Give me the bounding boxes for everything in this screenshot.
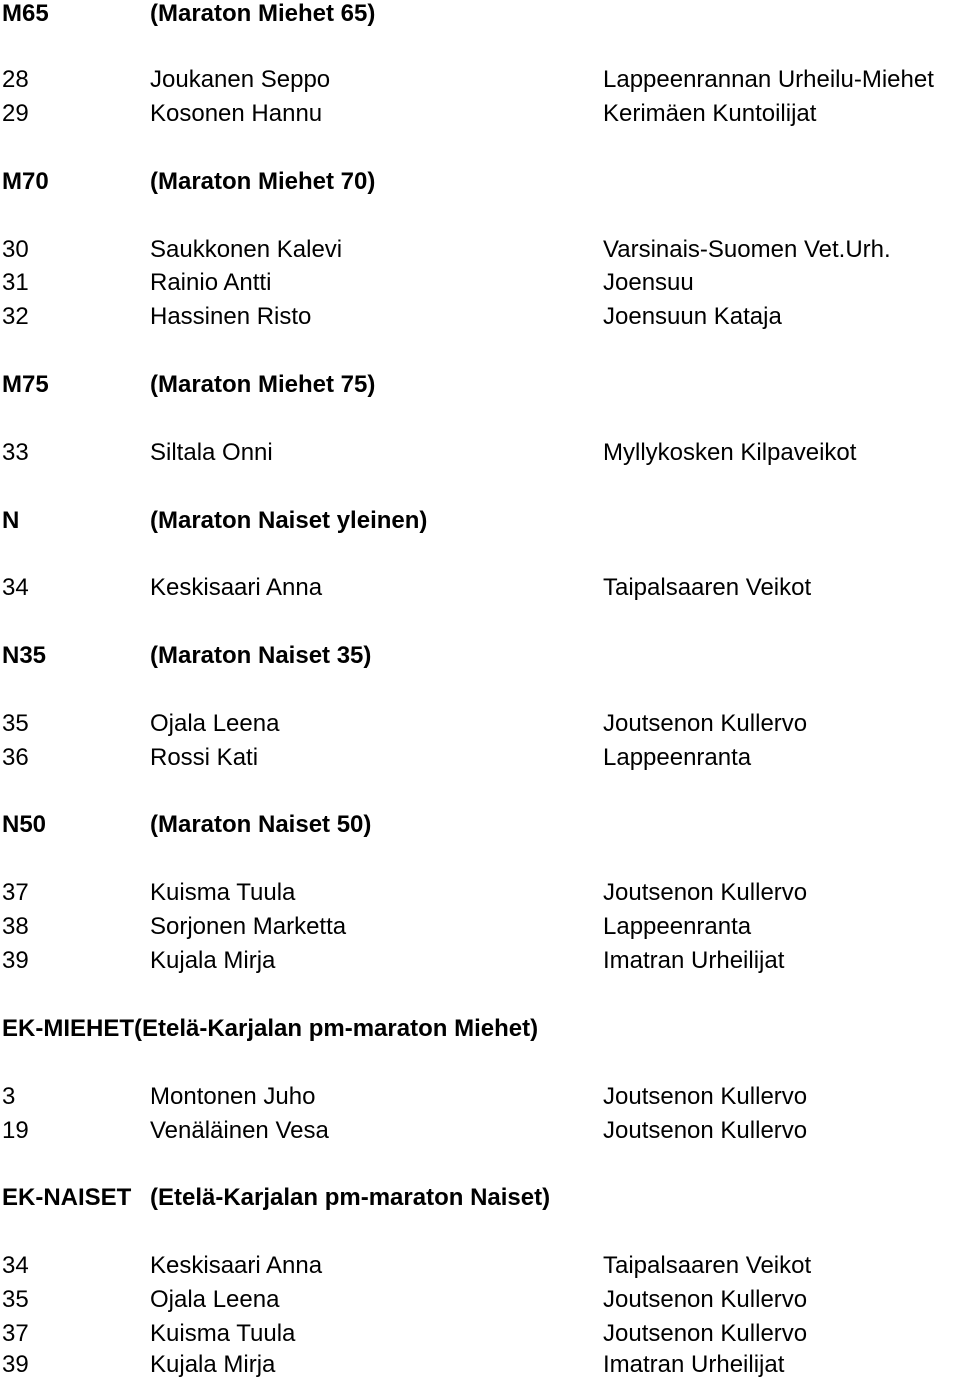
entry-name: Rainio Antti: [150, 269, 272, 296]
entry-number: 31: [2, 269, 29, 296]
list-item: [0, 436, 960, 470]
entry-name: Keskisaari Anna: [150, 1252, 323, 1279]
entry-number: 35: [2, 710, 29, 737]
entry-name: Kuisma Tuula: [150, 1320, 296, 1347]
section-header-m75: [0, 368, 960, 402]
list-item: [0, 741, 960, 775]
section-title: (Maraton Naiset 35): [150, 642, 372, 669]
list-item: [0, 63, 960, 97]
entry-name: Sorjonen Marketta: [150, 913, 347, 940]
entry-club: Imatran Urheilijat: [603, 947, 785, 974]
entry-club: Joutsenon Kullervo: [603, 1117, 808, 1144]
entry-number: 34: [2, 1252, 29, 1279]
list-item: [0, 707, 960, 741]
entry-club: Varsinais-Suomen Vet.Urh.: [603, 236, 891, 263]
entry-club: Kerimäen Kuntoilijat: [603, 100, 817, 127]
entry-name: Ojala Leena: [150, 1286, 280, 1313]
section-header-n50: [0, 808, 960, 842]
section-title: (Maraton Miehet 70): [150, 168, 376, 195]
entry-club: Joensuu: [603, 269, 694, 296]
section-code: M70: [2, 168, 49, 195]
list-item: [0, 1249, 960, 1283]
entry-club: Lappeenranta: [603, 744, 752, 771]
entry-name: Keskisaari Anna: [150, 574, 323, 601]
list-item: [0, 300, 960, 334]
entry-number: 28: [2, 66, 29, 93]
list-item: [0, 1348, 960, 1382]
list-item: [0, 910, 960, 944]
entry-number: 32: [2, 303, 29, 330]
section-code: N35: [2, 642, 47, 669]
section-code: M75: [2, 371, 49, 398]
list-item: [0, 1080, 960, 1114]
entry-number: 37: [2, 879, 29, 906]
entry-club: Joutsenon Kullervo: [603, 1286, 808, 1313]
section-title: EK-MIEHET(Etelä-Karjalan pm-maraton Miehet): [2, 1015, 539, 1042]
list-item: [0, 876, 960, 910]
section-header-m65: [0, 0, 960, 31]
entry-number: 29: [2, 100, 29, 127]
section-title: (Maraton Naiset 50): [150, 811, 372, 838]
entry-name: Kujala Mirja: [150, 947, 276, 974]
entry-number: 33: [2, 439, 29, 466]
list-item: [0, 571, 960, 605]
entry-name: Hassinen Risto: [150, 303, 312, 330]
entry-number: 19: [2, 1117, 29, 1144]
entry-club: Joutsenon Kullervo: [603, 710, 808, 737]
list-item: [0, 266, 960, 300]
entry-name: Kuisma Tuula: [150, 879, 296, 906]
entry-club: Lappeenranta: [603, 913, 752, 940]
entry-club: Joutsenon Kullervo: [603, 1320, 808, 1347]
entry-number: 36: [2, 744, 29, 771]
entry-name: Kosonen Hannu: [150, 100, 323, 127]
entry-club: Joutsenon Kullervo: [603, 1083, 808, 1110]
entry-club: Joutsenon Kullervo: [603, 879, 808, 906]
section-code: EK-NAISET: [2, 1184, 132, 1211]
list-item: [0, 944, 960, 978]
entry-name: Kujala Mirja: [150, 1351, 276, 1378]
section-code: N: [2, 507, 20, 534]
entry-name: Saukkonen Kalevi: [150, 236, 343, 263]
list-item: [0, 233, 960, 267]
entry-number: 39: [2, 1351, 29, 1378]
entry-club: Imatran Urheilijat: [603, 1351, 785, 1378]
section-title: (Maraton Miehet 65): [150, 0, 376, 27]
entry-name: Montonen Juho: [150, 1083, 316, 1110]
entry-number: 39: [2, 947, 29, 974]
list-item: [0, 97, 960, 131]
section-header-m70: [0, 165, 960, 199]
entry-number: 38: [2, 913, 29, 940]
section-header-ek-naiset: [0, 1181, 960, 1215]
entry-name: Rossi Kati: [150, 744, 259, 771]
entry-name: Ojala Leena: [150, 710, 280, 737]
section-title: (Maraton Naiset yleinen): [150, 507, 428, 534]
list-item: [0, 1283, 960, 1317]
entry-club: Myllykosken Kilpaveikot: [603, 439, 857, 466]
list-item: [0, 1317, 960, 1351]
entry-number: 37: [2, 1320, 29, 1347]
entry-club: Taipalsaaren Veikot: [603, 1252, 812, 1279]
entry-number: 35: [2, 1286, 29, 1313]
entry-club: Taipalsaaren Veikot: [603, 574, 812, 601]
entry-name: Venäläinen Vesa: [150, 1117, 329, 1144]
entry-number: 3: [2, 1083, 16, 1110]
entry-club: Lappeenrannan Urheilu-Miehet: [603, 66, 934, 93]
section-header-n35: [0, 639, 960, 673]
entry-club: Joensuun Kataja: [603, 303, 782, 330]
entry-number: 34: [2, 574, 29, 601]
entry-number: 30: [2, 236, 29, 263]
section-code: N50: [2, 811, 47, 838]
entry-name: Joukanen Seppo: [150, 66, 331, 93]
section-header-n: [0, 504, 960, 538]
entry-name: Siltala Onni: [150, 439, 273, 466]
section-code: M65: [2, 0, 49, 27]
section-title: (Maraton Miehet 75): [150, 371, 376, 398]
section-header-ek-miehet: [0, 1012, 960, 1046]
list-item: [0, 1114, 960, 1148]
section-title: (Etelä-Karjalan pm-maraton Naiset): [150, 1184, 551, 1211]
